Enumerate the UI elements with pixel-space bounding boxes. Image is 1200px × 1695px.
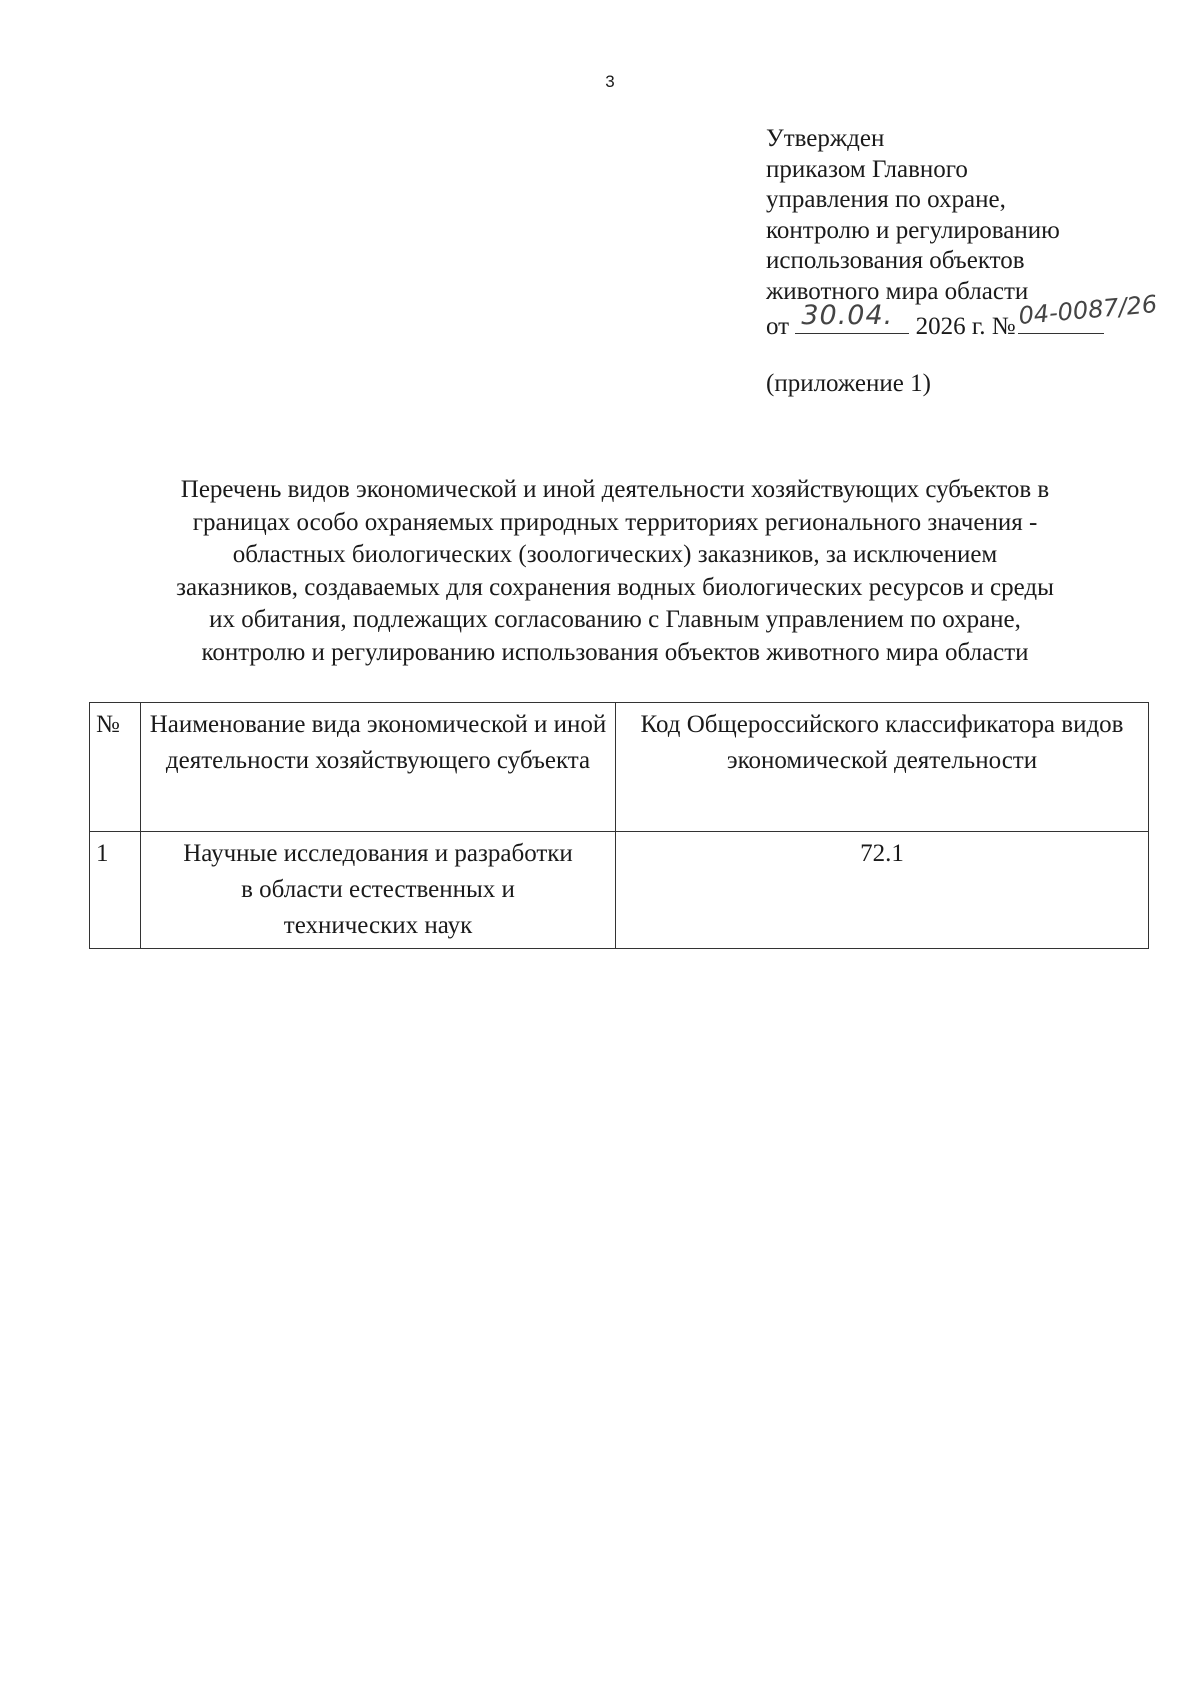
title-line: областных биологических (зоологических) заказников, за исключением — [232, 541, 998, 568]
page-number: 3 — [605, 72, 615, 91]
approval-line: животного мира области — [766, 277, 1029, 305]
activity-name-line: Научные исследования и разработки — [183, 840, 573, 867]
handwritten-number-field — [1017, 289, 1158, 334]
year-text: 2026 г. № — [915, 313, 1016, 340]
approval-line: управления по охране, — [766, 186, 1006, 213]
title-line: контролю и регулированию использования объектов животного мира области — [201, 638, 1029, 666]
row-okved-code: 72.1 — [616, 832, 1149, 949]
approval-line: Утвержден — [766, 125, 885, 152]
activity-name-line: технических наук — [283, 912, 473, 939]
handwritten-number: 04-0087/26 — [1017, 289, 1158, 330]
title-line: их обитания, подлежащих согласованию с Главным управлением по охране, — [209, 606, 1021, 633]
handwritten-date: 30.04. — [801, 299, 894, 331]
table-header-row — [90, 703, 1149, 832]
row-activity-name — [141, 832, 616, 949]
approval-line: использования объектов — [766, 247, 1025, 274]
header-number: № — [90, 703, 141, 832]
appendix-label: (приложение 1) — [766, 370, 931, 397]
header-activity-name: Наименование вида экономической и иной деятельности хозяйствующего субъекта — [141, 703, 616, 832]
title-line: границах особо охраняемых природных территориях регионального значения - — [192, 508, 1038, 536]
title-line: Перечень видов экономической и иной деятельности хозяйствующих субъектов в — [180, 476, 1050, 503]
document-title — [110, 474, 1120, 669]
activities-table — [89, 702, 1149, 949]
approval-line: приказом Главного — [766, 155, 968, 183]
activity-name-line: в области естественных и — [241, 876, 515, 903]
header-okved-code: Код Общероссийского классификатора видов экономической деятельности — [616, 703, 1149, 832]
approval-block — [766, 124, 1186, 343]
table-row — [90, 832, 1149, 949]
date-prefix: от — [766, 313, 790, 340]
approval-line: контролю и регулированию — [766, 216, 1060, 244]
row-number: 1 — [90, 832, 141, 949]
handwritten-date-field — [795, 299, 909, 334]
title-line: заказников, создаваемых для сохранения водных биологических ресурсов и среды — [176, 573, 1054, 601]
